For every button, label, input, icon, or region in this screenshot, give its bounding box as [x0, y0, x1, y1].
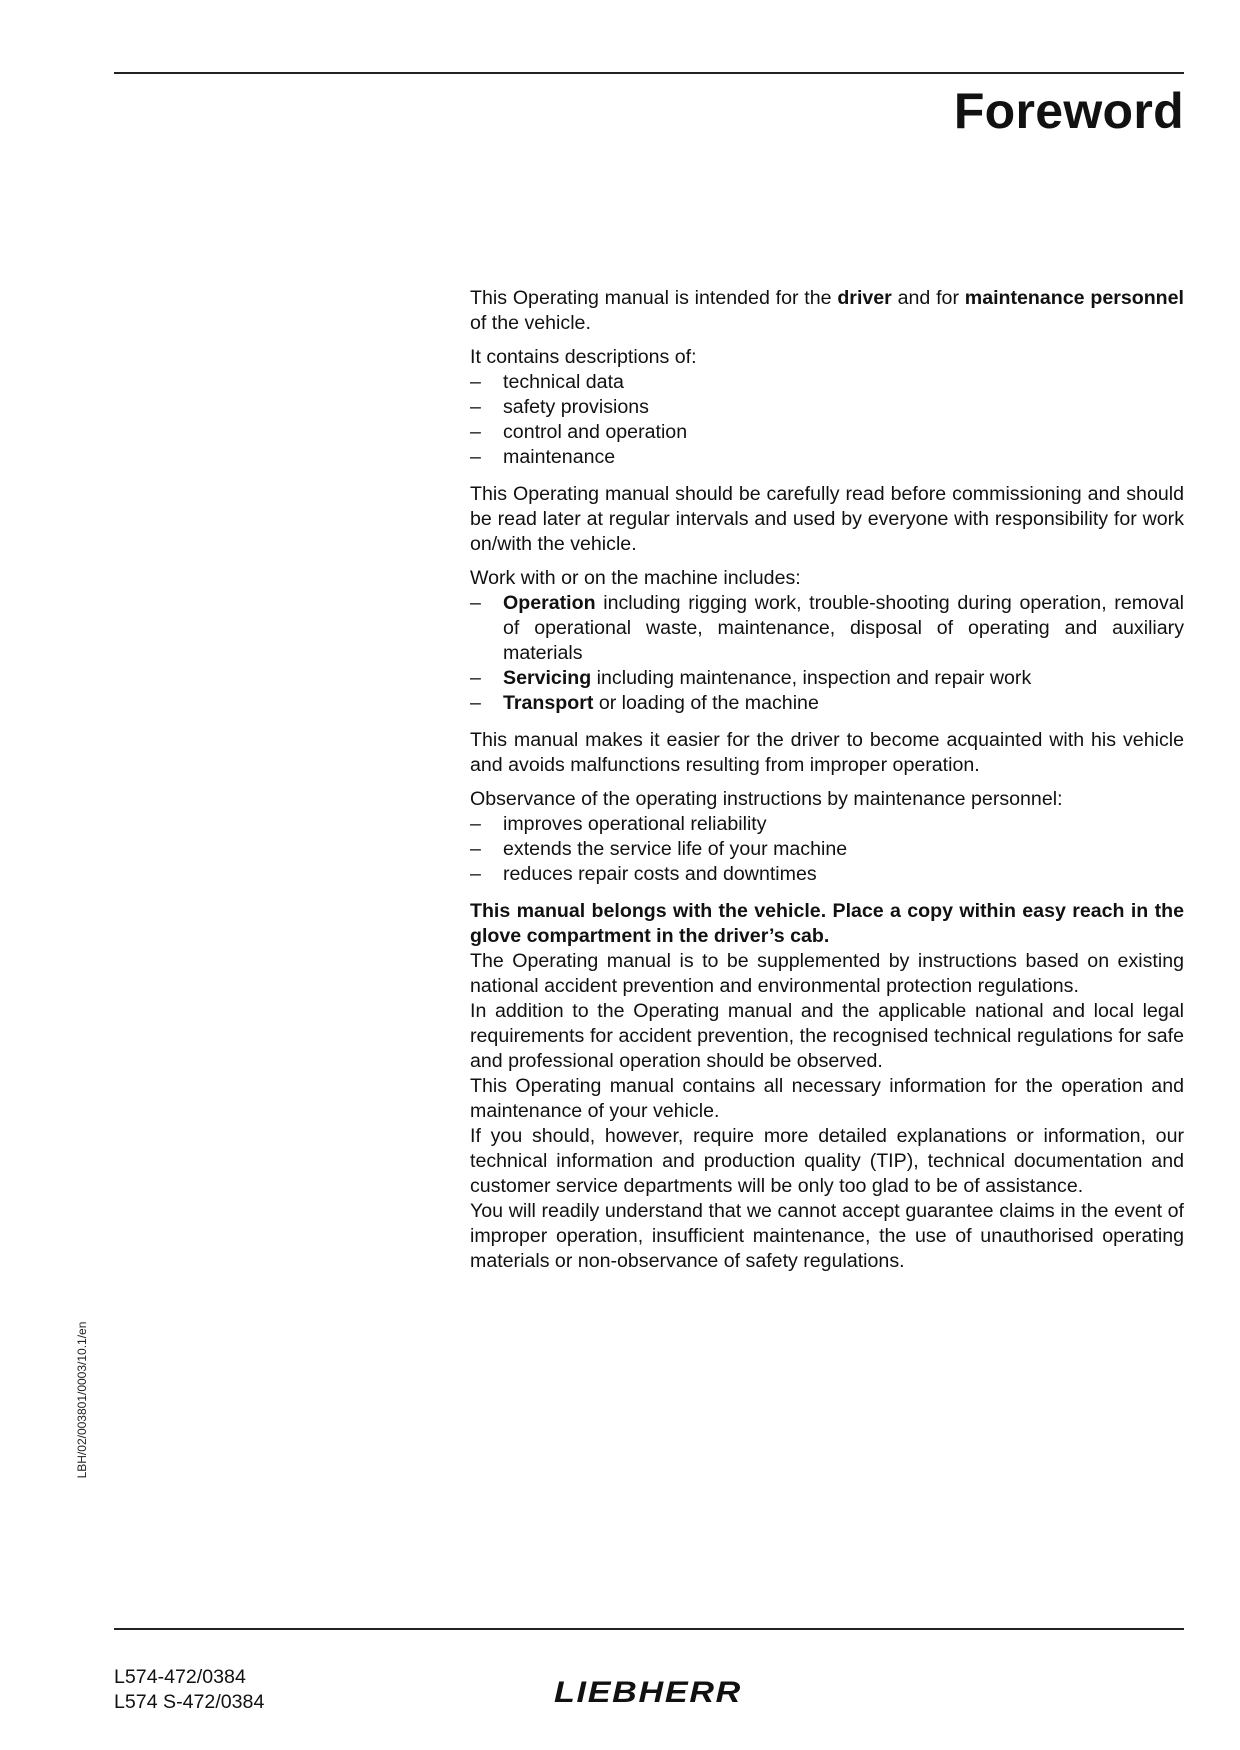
model-number: L574-472/0384	[114, 1666, 246, 1688]
list-item: – control and operation	[470, 420, 1184, 445]
page-title: Foreword	[953, 83, 1184, 139]
list-item	[470, 691, 1184, 716]
observance-label: Observance of the operating instructions by maintenance personnel:	[470, 788, 1063, 810]
guarantee-paragraph: You will readily understand that we cannot accept guarantee claims in the event of improper operation, insufficient maintenance, the use of unauthorised operating materials or non-observance of safety regulations.	[470, 1200, 1184, 1272]
work-item-bold: Transport	[503, 692, 594, 714]
belongs-bold-text: This manual belongs with the vehicle. Place a copy within easy reach in the glove compartment in the driver’s cab.	[470, 900, 1184, 947]
footer-rule	[114, 1628, 1184, 1630]
section-notes	[470, 899, 1184, 1274]
model-number: L574 S-472/0384	[114, 1691, 265, 1713]
addition-paragraph: In addition to the Operating manual and the applicable national and local legal requirements for accident prevention, the recognised technical regulations for safe and professional operation should be observed.	[470, 1000, 1184, 1072]
list-item: – reduces repair costs and downtimes	[470, 862, 1184, 887]
list-item: – extends the service life of your machine	[470, 837, 1184, 862]
footer-models	[114, 1665, 264, 1715]
intro-text-3: of the vehicle.	[470, 312, 591, 334]
easier-paragraph: This manual makes it easier for the driver to become acquainted with his vehicle and avoids malfunctions resulting from improper operation.	[470, 729, 1184, 776]
logo-wordmark: LIEBHERR	[554, 1676, 742, 1708]
belongs-notice	[470, 899, 1184, 949]
section-intro	[470, 286, 1184, 470]
work-label: Work with or on the machine includes:	[470, 567, 801, 589]
work-item-bold: Servicing	[503, 667, 592, 689]
require-paragraph: If you should, however, require more detailed explanations or information, our technical information and production quality (TIP), technical documentation and customer service departments will be only too glad to be of assistance.	[470, 1125, 1184, 1197]
list-item: – maintenance	[470, 445, 1184, 470]
section-benefits	[470, 728, 1184, 887]
work-list	[470, 591, 1184, 716]
list-item	[470, 591, 1184, 666]
work-item-bold: Operation	[503, 592, 596, 614]
list-item: – technical data	[470, 370, 1184, 395]
list-item: – safety provisions	[470, 395, 1184, 420]
intro-text-2: and for	[891, 287, 965, 309]
contains-list	[470, 370, 1184, 470]
supplement-paragraph: The Operating manual is to be supplemented by instructions based on existing national accident prevention and environmental protection regulations.	[470, 950, 1184, 997]
work-item-text: or loading of the machine	[593, 692, 819, 714]
foreword-body	[470, 286, 1184, 1274]
header-rule	[114, 72, 1184, 74]
work-item-text: including maintenance, inspection and repair work	[591, 667, 1032, 689]
read-paragraph: This Operating manual should be carefully read before commissioning and should be read later at regular intervals and used by everyone with responsibility for work on/with the vehicle.	[470, 483, 1184, 555]
observance-list	[470, 812, 1184, 887]
document-code: LBH/02/003801/0003/10.1/en	[75, 1321, 89, 1479]
intro-paragraph	[470, 286, 1184, 336]
list-item: – improves operational reliability	[470, 812, 1184, 837]
work-item-text: including rigging work, trouble-shooting during operation, removal of operational waste, maintenance, disposal of operating and auxiliary materials	[503, 592, 1184, 664]
contains-info-paragraph: This Operating manual contains all necessary information for the operation and maintenance of your vehicle.	[470, 1075, 1184, 1122]
intro-bold-maintenance: maintenance personnel	[964, 287, 1184, 309]
contains-label: It contains descriptions of:	[470, 346, 697, 368]
intro-text-1: This Operating manual is intended for the	[470, 287, 838, 309]
list-item	[470, 666, 1184, 691]
liebherr-logo	[552, 1676, 744, 1708]
intro-bold-driver: driver	[837, 287, 892, 309]
section-reading	[470, 482, 1184, 716]
